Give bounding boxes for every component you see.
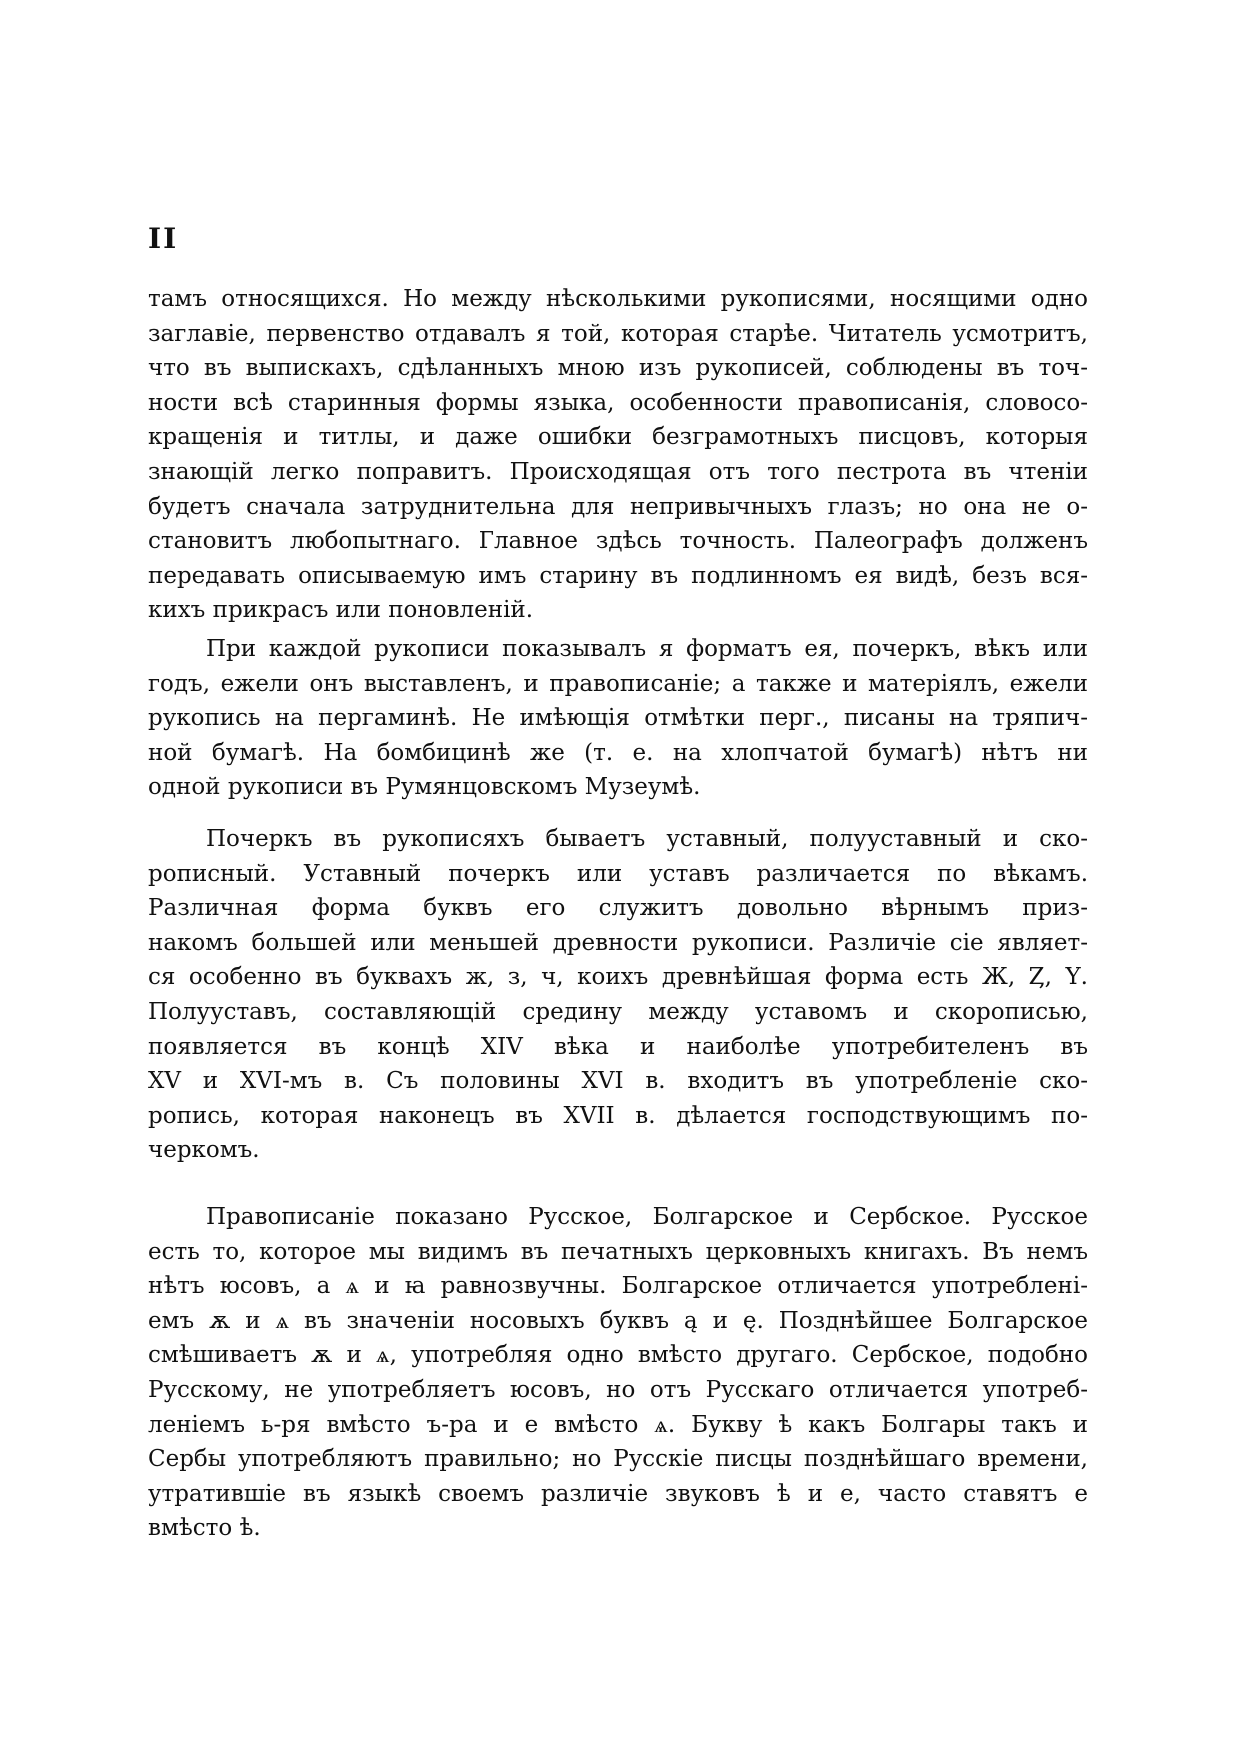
text-line: емъ ѫ и ѧ въ значеніи носовыхъ буквъ ą и ę. Позднѣйшее Болгарское — [148, 1307, 1088, 1334]
text-line: накомъ большей или меньшей древности рукописи. Различіе сіе являет- — [148, 929, 1088, 956]
text-line: смѣшиваетъ ѫ и ѧ, употребляя одно вмѣсто другаго. Сербское, подобно — [148, 1342, 1088, 1369]
text-line: одной рукописи въ Румянцовскомъ Музеумѣ. — [148, 774, 701, 801]
text-line: тамъ относящихся. Но между нѣсколькими рукописями, носящими одно — [148, 286, 1088, 312]
text-line: ся особенно въ буквахъ ж, з, ч, коихъ древнѣйшая форма есть Ж, Ȥ, Ү. — [148, 964, 1088, 991]
text-line: что въ выпискахъ, сдѣланныхъ мною изъ рукописей, соблюдены въ точ- — [148, 355, 1088, 382]
text-line: передавать описываемую имъ старину въ подлинномъ ея видѣ, безъ вся- — [148, 562, 1088, 589]
text-line: Правописаніе показано Русское, Болгарское и Сербское. Русское — [206, 1204, 1088, 1230]
text-line: заглавіе, первенство отдавалъ я той, которая старѣе. Читатель усмотритъ, — [148, 320, 1088, 347]
text-line: кращенія и титлы, и даже ошибки безграмотныхъ писцовъ, которыя — [148, 424, 1088, 451]
text-line: будетъ сначала затруднительна для непривычныхъ глазъ; но она не о- — [148, 493, 1088, 520]
page-number: II — [148, 222, 179, 255]
text-line: рописный. Уставный почеркъ или уставъ различается по вѣкамъ. — [148, 860, 1088, 887]
text-line: есть то, которое мы видимъ въ печатныхъ церковныхъ книгахъ. Въ немъ — [148, 1238, 1088, 1265]
text-line: рукопись на пергаминѣ. Не имѣющія отмѣтки перг., писаны на тряпич- — [148, 705, 1088, 732]
text-line: вмѣсто ѣ. — [148, 1515, 261, 1542]
text-line: XV и XVI-мъ в. Съ половины XVI в. входитъ въ употребленіе ско- — [148, 1068, 1088, 1095]
text-line: знающій легко поправитъ. Происходящая отъ того пестрота въ чтеніи — [148, 458, 1088, 485]
text-line: утратившіе въ языкѣ своемъ различіе звуковъ ѣ и е, часто ставятъ е — [148, 1480, 1088, 1507]
text-line: Русскому, не употребляетъ юсовъ, но отъ Русскаго отличается употреб- — [148, 1376, 1088, 1403]
text-line: Различная форма буквъ его служитъ довольно вѣрнымъ приз- — [148, 895, 1088, 922]
paragraph-1 — [148, 282, 1088, 628]
text-line: ности всѣ старинныя формы языка, особенности правописанія, словосо- — [148, 389, 1088, 416]
text-line: годъ, ежели онъ выставленъ, и правописаніе; а также и матеріялъ, ежели — [148, 670, 1088, 697]
text-line: Полууставъ, составляющій средину между уставомъ и скорописью, — [148, 998, 1088, 1025]
paragraph-3 — [148, 822, 1088, 1168]
text-line: нѣтъ юсовъ, а ѧ и ꙗ равнозвучны. Болгарское отличается употребленi- — [148, 1273, 1088, 1300]
text-line: Почеркъ въ рукописяхъ бываетъ уставный, полууставный и ско- — [206, 826, 1088, 852]
text-line: леніемъ ь-ря вмѣсто ъ-ра и е вмѣсто ѧ. Букву ѣ какъ Болгары такъ и — [148, 1411, 1088, 1438]
text-line: ропись, которая наконецъ въ XVII в. дѣлается господствующимъ по- — [148, 1102, 1088, 1129]
text-line: становитъ любопытнаго. Главное здѣсь точность. Палеографъ долженъ — [148, 528, 1088, 555]
text-line: При каждой рукописи показывалъ я форматъ ея, почеркъ, вѣкъ или — [206, 636, 1088, 662]
text-line: появляется въ концѣ XIV вѣка и наиболѣе употребителенъ въ — [148, 1033, 1088, 1060]
text-line: кихъ прикрасъ или поновленій. — [148, 597, 534, 624]
text-line: Сербы употребляютъ правильно; но Русскіе писцы позднѣйшаго времени, — [148, 1446, 1088, 1473]
text-line: ной бумагѣ. На бомбицинѣ же (т. е. на хлопчатой бумагѣ) нѣтъ ни — [148, 739, 1088, 766]
paragraph-2 — [148, 632, 1088, 805]
paragraph-4 — [148, 1200, 1088, 1546]
text-line: черкомъ. — [148, 1137, 260, 1164]
